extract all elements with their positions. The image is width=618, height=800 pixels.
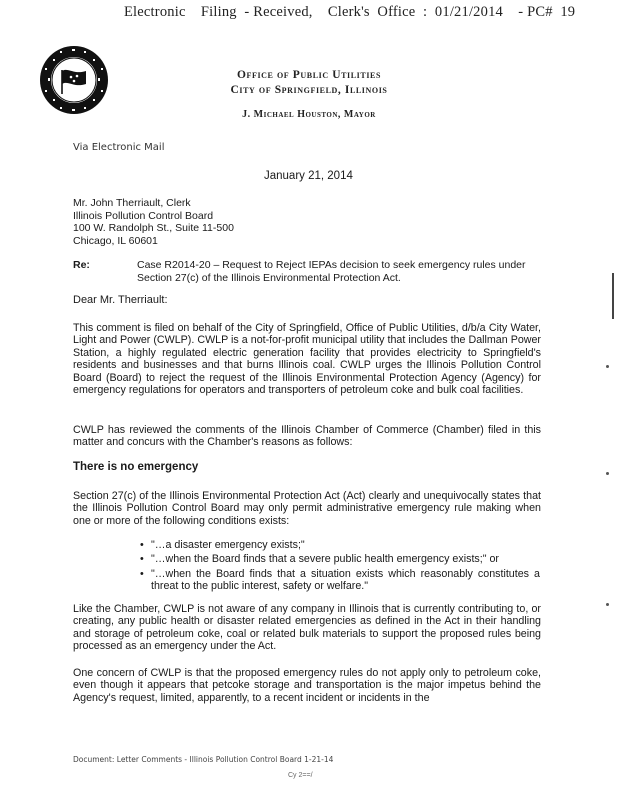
body-paragraph: Like the Chamber, CWLP is not aware of any company in Illinois that is currently contributing to, or creating, any public health or disaster related emergencies as defined in the Act in their handling and storage of petroleum coke, coal or related bulk materials to support the proposed rules being processed as an emergency under the Act. <box>73 603 541 653</box>
body-paragraph: One concern of CWLP is that the proposed emergency rules do not apply only to petroleum coke, even though it appears that petcoke storage and transportation is the major impetus behind the Agency's request, limited, apparently, to a recent incident or incidents in the <box>73 667 541 704</box>
document-footer: Document: Letter Comments - Illinois Pollution Control Board 1-21-14 <box>73 755 334 764</box>
recipient-line: Mr. John Therriault, Clerk <box>73 197 191 209</box>
body-paragraph: This comment is filed on behalf of the City of Springfield, Office of Public Utilities, d/b/a City Water, Light and Power (CWLP). CWLP is a not-for-profit municipal utility that includes the Dallman Power Station, a highly regulated electric generation facility that provides electricity to Springfield's residents and businesses and that burns Illinois coal. CWLP urges the Illinois Pollution Control Board (Board) to reject the request of the Illinois Environmental Protection Agency (Agency) for emergency regulations for operators and transporters of petroleum coke and bulk coal facilities. <box>73 322 541 397</box>
list-item: • "…when the Board finds that a situation exists which reasonably constitutes a threat to the public interest, safety or welfare." <box>140 568 540 593</box>
scan-edge-mark <box>612 273 614 319</box>
body-paragraph: CWLP has reviewed the comments of the Illinois Chamber of Commerce (Chamber) filed in this matter and concurs with the Chamber's reasons as follows: <box>73 424 541 449</box>
list-item: • "…a disaster emergency exists;" <box>140 539 540 551</box>
scan-speck <box>606 472 609 475</box>
body-paragraph: Section 27(c) of the Illinois Environmental Protection Act (Act) clearly and unequivocally states that the Illinois Pollution Control Board may only permit administrative emergency rule making when one or more of the following conditions exists: <box>73 490 541 527</box>
mayor-line: J. Michael Houston, Mayor <box>242 109 376 120</box>
letter-date: January 21, 2014 <box>264 170 353 182</box>
list-item: • "…when the Board finds that a severe public health emergency exists;" or <box>140 553 540 565</box>
salutation: Dear Mr. Therriault: <box>73 294 168 306</box>
re-label: Re: <box>73 259 90 271</box>
filing-stamp-header: Electronic Filing - Received, Clerk's Office : 01/21/2014 - PC# 19 <box>124 4 576 20</box>
recipient-line: Chicago, IL 60601 <box>73 234 158 247</box>
recipient-line: Illinois Pollution Control Board <box>73 209 214 222</box>
delivery-method: Via Electronic Mail <box>73 142 165 153</box>
conditions-list <box>140 539 540 595</box>
scan-speck <box>606 603 609 606</box>
re-subject: Case R2014-20 – Request to Reject IEPAs decision to seek emergency rules under Section 27(c) of the Illinois Environmental Protection Act. <box>137 259 526 284</box>
office-name: Office of Public Utilities <box>236 69 382 81</box>
section-heading: There is no emergency <box>73 461 199 473</box>
city-name: City of Springfield, Illinois <box>230 84 388 96</box>
recipient-address <box>73 197 234 247</box>
scan-speck <box>606 365 609 368</box>
recipient-line: 100 W. Randolph St., Suite 11-500 <box>73 222 234 234</box>
page-mark: Cy 2==/ <box>288 772 313 779</box>
